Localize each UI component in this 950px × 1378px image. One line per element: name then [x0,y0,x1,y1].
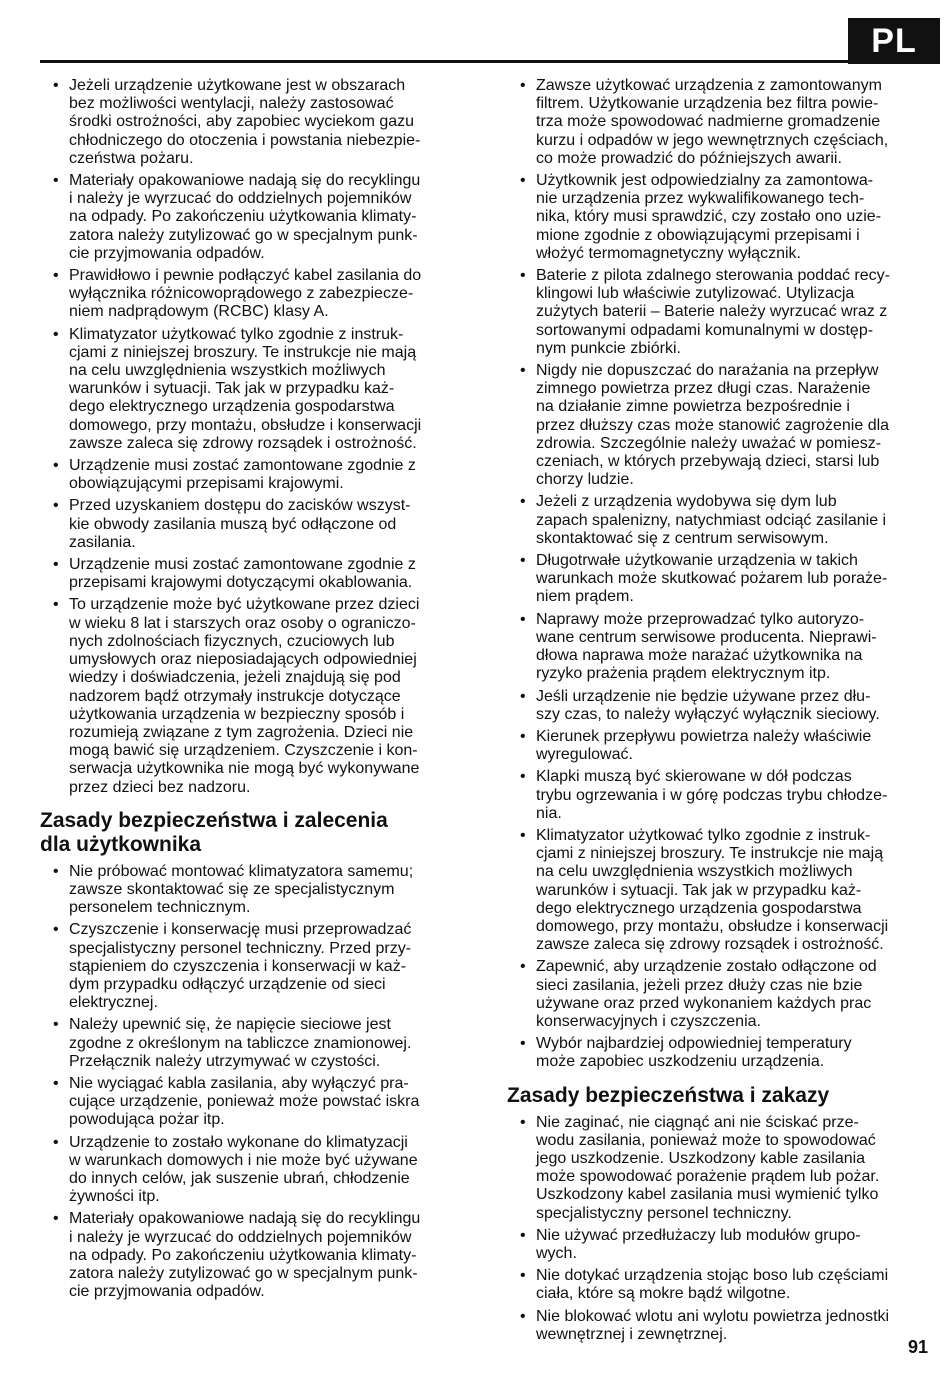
list-item: • To urządzenie może być użytkowane przez dzieci w wieku 8 lat i starszych oraz osoby o ograniczo- nych zdolnościach fizycznych, czuciowych lub umysłowych oraz nieposiadających odpowiedniej wiedzy i doświadczenia, jeżeli znajdują się pod nadzorem bądź otrzymały instrukcje dotyczące użytkowania urządzenia w bezpieczny sposób i rozumieją związane z tym zagrożenia. Dzieci nie mogą bawić się urządzeniem. Czyszczenie i kon- serwacja użytkownika nie mogą być wykonywane przez dzieci bez nadzoru. [40,596,470,796]
right-section-list [507,1114,933,1344]
left-section-list [40,863,470,1302]
list-item: • Użytkownik jest odpowiedzialny za zamontowa- nie urządzenia przez wykwalifikowanego tech- nika, który musi sprawdzić, czy zostało ono uzie- mione zgodnie z obowiązującymi przepisami i włożyć termomagnetyczny wyłącznik. [507,172,933,263]
list-item: • Jeżeli urządzenie użytkowane jest w obszarach bez możliwości wentylacji, należy zastosować środki ostrożności, aby zapobiec wyciekom gazu chłodniczego do otoczenia i powstania niebezpie- czeństwa pożaru. [40,77,470,168]
list-item: • Jeśli urządzenie nie będzie używane przez dłu- szy czas, to należy wyłączyć wyłącznik sieciowy. [507,688,933,724]
list-item: • Klimatyzator użytkować tylko zgodnie z instruk- cjami z niniejszej broszury. Te instrukcje nie mają na celu uwzględnienia wszystkich możliwych warunków i sytuacji. Tak jak w przypadku każ- dego elektrycznego urządzenia gospodarstwa domowego, przy montażu, obsłudze i konserwacji zawsze zaleca się zdrowy rozsądek i ostrożność. [507,827,933,954]
list-item: • Przed uzyskaniem dostępu do zacisków wszyst- kie obwody zasilania muszą być odłączone od zasilania. [40,497,470,552]
list-item: • Czyszczenie i konserwację musi przeprowadzać specjalistyczny personel techniczny. Przed przy- stąpieniem do czyszczenia i konserwacji w każ- dym przypadku odłączyć urządzenie od sieci elektrycznej. [40,921,470,1012]
header-rule [40,60,878,63]
list-item: • Klapki muszą być skierowane w dół podczas trybu ogrzewania i w górę podczas trybu chłodze- nia. [507,768,933,823]
list-item: • Klimatyzator użytkować tylko zgodnie z instruk- cjami z niniejszej broszury. Te instrukcje nie mają na celu uwzględnienia wszystkich możliwych warunków i sytuacji. Tak jak w przypadku każ- dego elektrycznego urządzenia gospodarstwa domowego, przy montażu, obsłudze i konserwacji zawsze zaleca się zdrowy rozsądek i ostrożność. [40,326,470,453]
list-item: • Urządzenie musi zostać zamontowane zgodnie z obowiązującymi przepisami krajowymi. [40,457,470,493]
list-item: • Naprawy może przeprowadzać tylko autoryzo- wane centrum serwisowe producenta. Nieprawi- dłowa naprawa może narażać użytkownika na ryzyko prażenia prądem elektrycznym itp. [507,611,933,684]
list-item: • Urządzenie musi zostać zamontowane zgodnie z przepisami krajowymi dotyczącymi okablowania. [40,556,470,592]
list-item: • Baterie z pilota zdalnego sterowania poddać recy- klingowi lub właściwie zutylizować. Utylizacja zużytych baterii – Baterie należy wyrzucać wraz z sortowanymi odpadami komunalnymi w dostęp- nym punkcie zbiórki. [507,267,933,358]
list-item: • Wybór najbardziej odpowiedniej temperatury może zapobiec uszkodzeniu urządzenia. [507,1035,933,1071]
section-heading-safety-prohibitions: Zasady bezpieczeństwa i zakazy [507,1083,830,1107]
section-heading-user-recommendations: Zasady bezpieczeństwa i zalecenia dla użytkownika [40,808,388,856]
right-column [507,77,933,1348]
list-item: • Jeżeli z urządzenia wydobywa się dym lub zapach spalenizny, natychmiast odciąć zasilanie i skontaktować się z centrum serwisowym. [507,493,933,548]
list-item: • Zapewnić, aby urządzenie zostało odłączone od sieci zasilania, jeżeli przez dłuży czas nie bzie używane oraz przed wykonaniem każdych prac konserwacyjnych i czyszczenia. [507,958,933,1031]
list-item: • Nie próbować montować klimatyzatora samemu; zawsze skontaktować się ze specjalistycznym personelem technicznym. [40,863,470,918]
list-item: • Materiały opakowaniowe nadają się do recyklingu i należy je wyrzucać do oddzielnych pojemników na odpady. Po zakończeniu użytkowania klimaty- zatora należy zutylizować go w specjalnym punk- cie przyjmowania odpadów. [40,172,470,263]
list-item: • Zawsze użytkować urządzenia z zamontowanym filtrem. Użytkowanie urządzenia bez filtra powie- trza może spowodować nadmierne gromadzenie kurzu i odpadów w jego wewnętrznych częściach, co może prowadzić do późniejszych awarii. [507,77,933,168]
page-number: 91 [907,1337,928,1357]
list-item: • Nie zaginać, nie ciągnąć ani nie ściskać prze- wodu zasilania, ponieważ może to spowodować jego uszkodzenie. Uszkodzony kable zasilania może spowodować porażenie prądem lub pożar. Uszkodzony kabel zasilania musi wymienić tylko specjalistyczny personel techniczny. [507,1114,933,1223]
left-intro-list [40,77,470,797]
list-item: • Nie używać przedłużaczy lub modułów grupo- wych. [507,1227,933,1263]
list-item: • Materiały opakowaniowe nadają się do recyklingu i należy je wyrzucać do oddzielnych pojemników na odpady. Po zakończeniu użytkowania klimaty- zatora należy zutylizować go w specjalnym punk- cie przyjmowania odpadów. [40,1210,470,1301]
list-item: • Należy upewnić się, że napięcie sieciowe jest zgodne z określonym na tabliczce znamionowej. Przełącznik należy utrzymywać w czystości. [40,1016,470,1071]
list-item: • Długotrwałe użytkowanie urządzenia w takich warunkach może skutkować pożarem lub poraże- niem prądem. [507,552,933,607]
left-column [40,77,470,1305]
list-item: • Nie blokować wlotu ani wylotu powietrza jednostki wewnętrznej i zewnętrznej. [507,1308,933,1344]
list-item: • Kierunek przepływu powietrza należy właściwie wyregulować. [507,728,933,764]
list-item: • Nie dotykać urządzenia stojąc boso lub częściami ciała, które są mokre bądź wilgotne. [507,1267,933,1303]
language-tab: PL [848,18,940,64]
list-item: • Prawidłowo i pewnie podłączyć kabel zasilania do wyłącznika różnicowoprądowego z zabezpiecze- niem nadprądowym (RCBC) klasy A. [40,267,470,322]
list-item: • Nigdy nie dopuszczać do narażania na przepływ zimnego powietrza przez długi czas. Narażenie na działanie zimne powietrza bezpośrednie i przez dłuższy czas może stanowić zagrożenie dla zdrowia. Szczególnie należy uważać w pomiesz- czeniach, w których przebywają dzieci, starsi lub chorzy ludzie. [507,362,933,489]
list-item: • Nie wyciągać kabla zasilania, aby wyłączyć pra- cujące urządzenie, ponieważ może powstać iskra powodująca pożar itp. [40,1075,470,1130]
list-item: • Urządzenie to zostało wykonane do klimatyzacji w warunkach domowych i nie może być używane do innych celów, jak suszenie ubrań, chłodzenie żywności itp. [40,1134,470,1207]
right-intro-list [507,77,933,1072]
